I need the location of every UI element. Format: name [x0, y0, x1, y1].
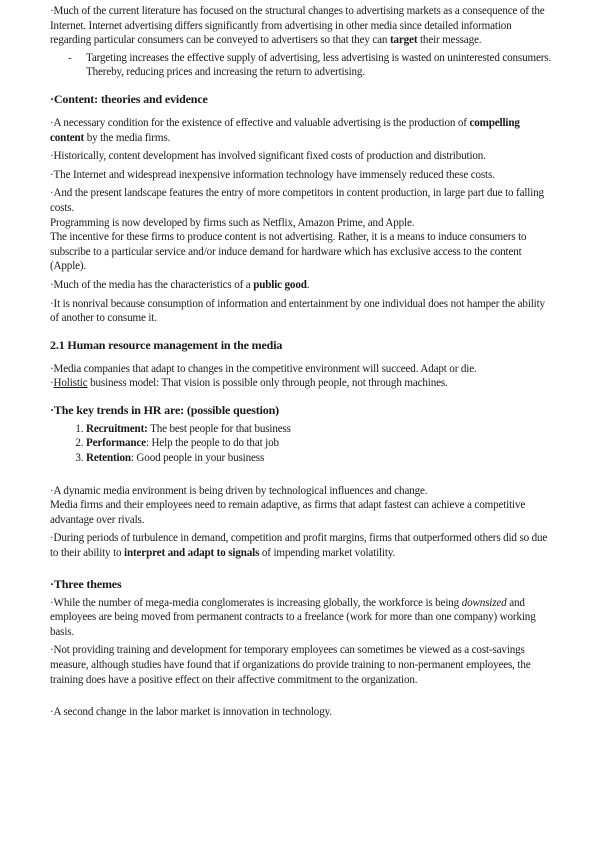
paragraph-holistic: ·Holistic business model: That vision is possible only through people, not through machines.	[50, 377, 448, 390]
paragraph-historically: ·Historically, content development has involved significant fixed costs of production and distribution.	[50, 150, 486, 163]
section-heading-content: ·Content: theories and evidence	[50, 91, 208, 106]
bullet-dot: ·	[50, 5, 54, 17]
list-item: 3. Retention: Good people in your business	[86, 451, 552, 466]
paragraph-remain-adaptive: Media firms and their employees need to remain adaptive, as firms that adapt fastest can achieve a competitive advantage over rivals.	[50, 499, 526, 526]
paragraph-public-good: ·Much of the media has the characteristics of a public good.	[50, 278, 310, 291]
paragraph-dynamic-environment: ·A dynamic media environment is being driven by technological influences and change.	[50, 484, 428, 497]
dash-list-item	[50, 51, 552, 80]
italic-downsized: downsized	[461, 596, 507, 609]
paragraph-nonrival: ·It is nonrival because consumption of information and entertainment by one individual does not hamper the ability of another to consume it.	[50, 297, 545, 325]
paragraph-innovation: ·A second change in the labor market is innovation in technology.	[50, 706, 332, 719]
emphasis-interpret-adapt: interpret and adapt to signals	[124, 547, 260, 560]
emphasis-public-good: public good	[253, 278, 307, 291]
dash-marker: -	[68, 51, 72, 64]
paragraph-downsized: ·While the number of mega-media conglomerates is increasing globally, the workforce is being downsized and employees are being moved from permanent contracts to a freelance (work for more than one company) working basis.	[50, 596, 536, 638]
paragraph-adapt-or-die: ·Media companies that adapt to changes in the competitive environment will succeed. Adapt or die.	[50, 362, 477, 375]
section-heading-hr: 2.1 Human resource management in the media	[50, 337, 283, 352]
paragraph-internet-costs: ·The Internet and widespread inexpensive information technology have immensely reduced these costs.	[50, 168, 495, 181]
underlined-holistic: Holistic	[53, 377, 88, 390]
emphasis-target: target	[389, 34, 418, 47]
paragraph-compelling-content: ·A necessary condition for the existence of effective and valuable advertising is the production of compelling content by the media firms.	[50, 116, 520, 144]
intro-paragraph: ·Much of the current literature has focused on the structural changes to advertising markets as a consequence of the Internet. Internet advertising differs significantly from advertising in other media since detailed information regarding particular consumers can be conveyed to advertisers so that they can target their message.	[50, 5, 545, 47]
emphasis-compelling-content: compelling content	[50, 116, 520, 144]
paragraph-present-landscape: ·And the present landscape features the entry of more competitors in content production, in large part due to falling costs.	[50, 187, 544, 214]
paragraph-turbulence: ·During periods of turbulence in demand, competition and profit margins, firms that outperformed others did so due to their ability to interpret and adapt to signals of impending market volatility.	[50, 532, 548, 560]
paragraph-incentive: The incentive for these firms to produce content is not advertising. Rather, it is a means to induce consumers to subscribe to a particular service and/or induce demand for hardware which has exclusive access to the content (Apple).	[50, 231, 527, 273]
section-heading-key-trends: ·The key trends in HR are: (possible question)	[50, 402, 280, 417]
list-item: 1. Recruitment: The best people for that business	[86, 422, 552, 437]
document-page	[50, 4, 552, 720]
section-heading-three-themes: ·Three themes	[50, 576, 122, 591]
list-item: 2. Performance: Help the people to do that job	[86, 436, 552, 451]
targeting-paragraph: Targeting increases the effective supply of advertising, less advertising is wasted on uninterested consumers. Thereby, reducing prices and increasing the return to advertising.	[86, 51, 552, 79]
hr-trends-list	[50, 422, 552, 466]
paragraph-programming: Programming is now developed by firms such as Netflix, Amazon Prime, and Apple.	[50, 216, 415, 229]
paragraph-training: ·Not providing training and development for temporary employees can sometimes be viewed as a cost-savings measure, although studies have found that if organizations do provide training to non-permanent employees, the training does have a positive effect on their affective commitment to the organization.	[50, 644, 531, 686]
